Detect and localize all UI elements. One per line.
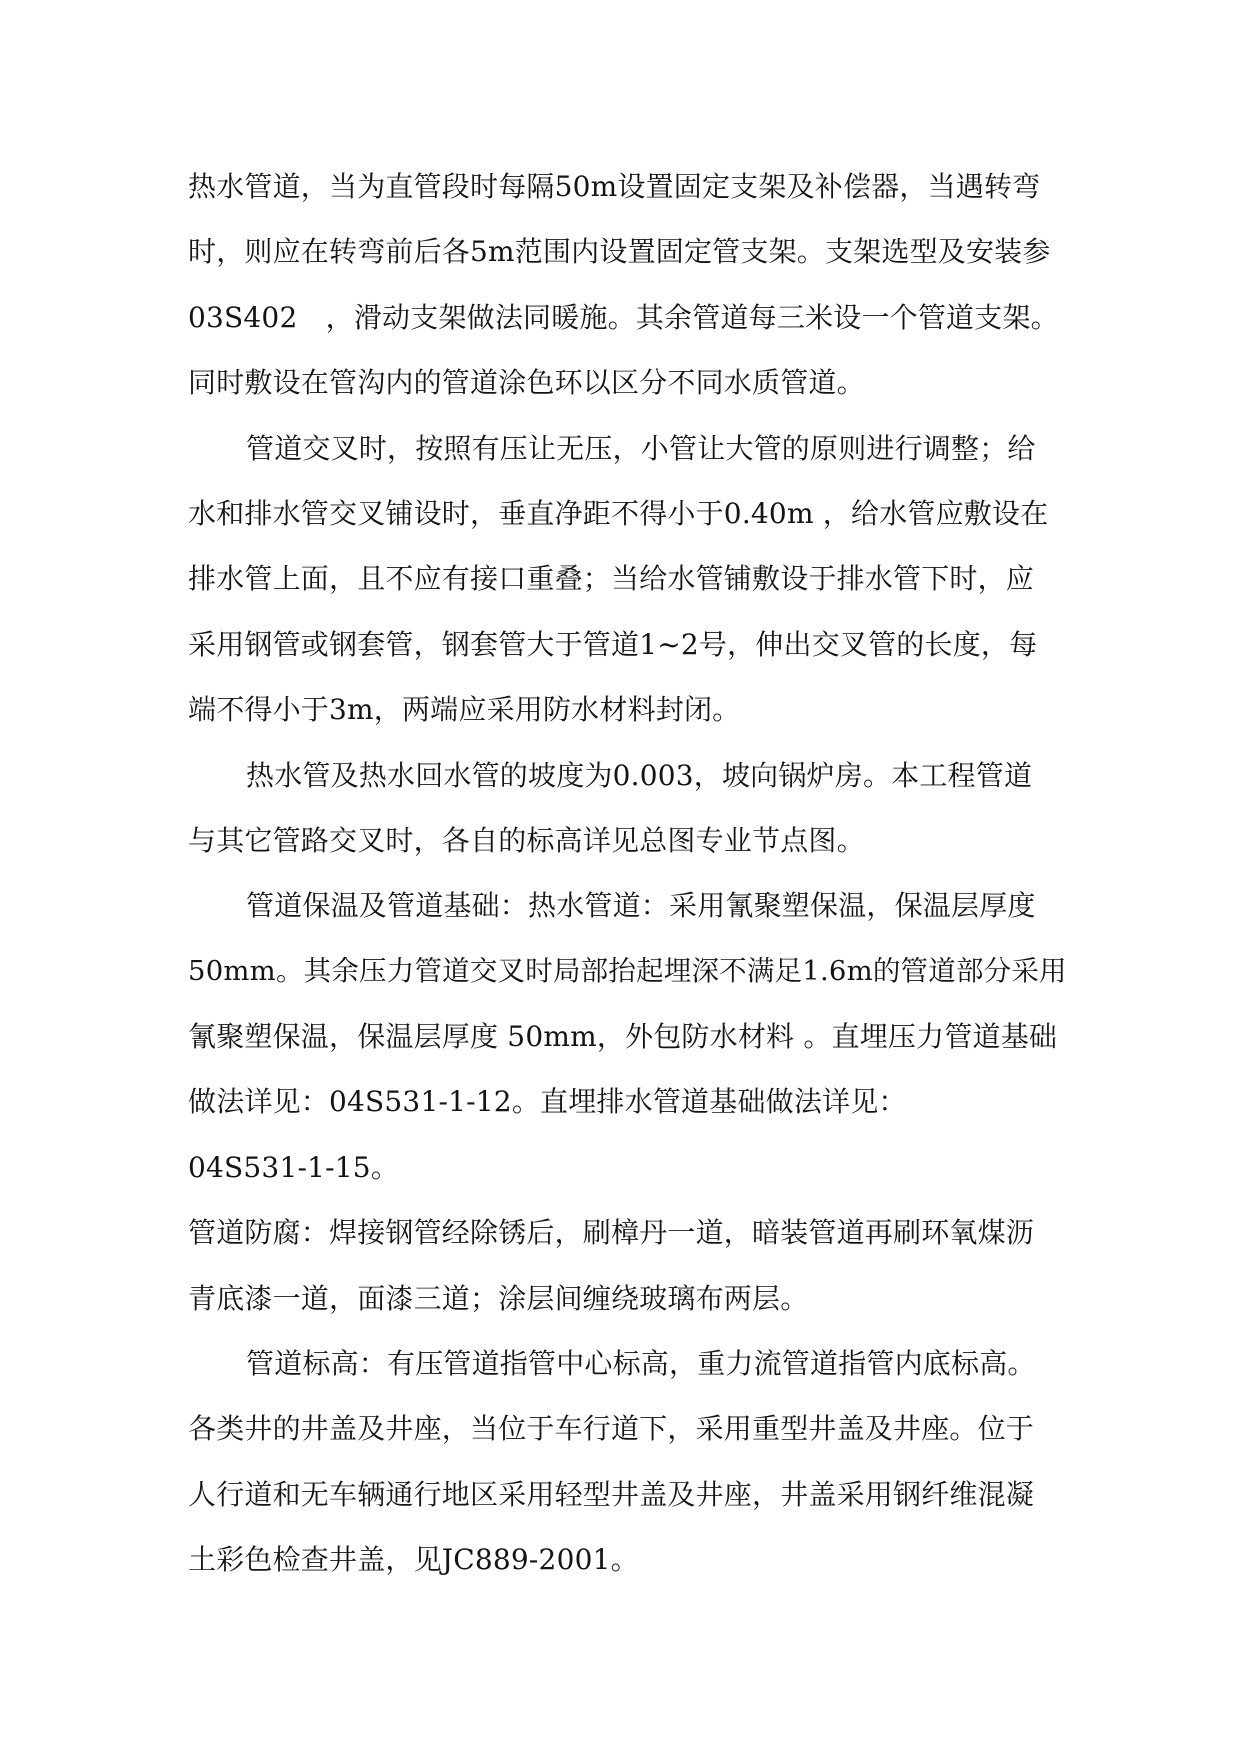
text-line: 人行道和无车辆通行地区采用轻型井盖及井座，井盖采用钢纤维混凝 <box>188 1477 1035 1511</box>
text-line: 管道防腐：焊接钢管经除锈后，刷樟丹一道，暗装管道再刷环氧煤沥 <box>188 1216 1035 1250</box>
text-line: 管道交叉时，按照有压让无压，小管让大管的原则进行调整；给 <box>246 431 1036 465</box>
text-line: 热水管道，当为直管段时每隔50m设置固定支架及补偿器，当遇转弯 <box>188 170 1041 203</box>
text-line: 与其它管路交叉时，各自的标高详见总图专业节点图。 <box>188 823 865 857</box>
text-line: 土彩色检查井盖，见JC889-2001。 <box>188 1543 639 1577</box>
text-line: 水和排水管交叉铺设时，垂直净距不得小于0.40m ，给水管应敷设在 <box>188 496 1049 530</box>
text-line: 管道保温及管道基础：热水管道：采用氰聚塑保温，保温层厚度 <box>246 889 1036 923</box>
text-line: 50mm。其余压力管道交叉时局部抬起埋深不满足1.6m的管道部分采用 <box>188 954 1067 987</box>
text-line: 青底漆一道，面漆三道；涂层间缠绕玻璃布两层。 <box>188 1281 809 1315</box>
text-line: 时，则应在转弯前后各5m范围内设置固定管支架。支架选型及安装参 <box>188 235 1051 269</box>
text-line: 端不得小于3m，两端应采用防水材料封闭。 <box>188 693 741 727</box>
text-line: 管道标高：有压管道指管中心标高，重力流管道指管内底标高。 <box>246 1347 1036 1381</box>
body-text <box>188 154 1068 1593</box>
text-line: 排水管上面，且不应有接口重叠；当给水管铺敷设于排水管下时，应 <box>188 562 1035 596</box>
text-line: 04S531-1-15。 <box>188 1150 400 1184</box>
text-line: 各类井的井盖及井座，当位于车行道下，采用重型井盖及井座。位于 <box>188 1412 1035 1446</box>
text-line: 做法详见：04S531-1-12。直埋排水管道基础做法详见： <box>188 1085 907 1119</box>
text-line: 氰聚塑保温，保温层厚度 50mm，外包防水材料 。直埋压力管道基础 <box>188 1020 1058 1054</box>
text-line: 同时敷设在管沟内的管道涂色环以区分不同水质管道。 <box>188 366 865 400</box>
text-line: 采用钢管或钢套管，钢套管大于管道1~2号，伸出交叉管的长度，每 <box>188 627 1038 661</box>
text-line: 热水管及热水回水管的坡度为0.003，坡向锅炉房。本工程管道 <box>246 758 1033 792</box>
text-line: 03S402 ，滑动支架做法同暖施。其余管道每三米设一个管道支架。 <box>188 300 1059 334</box>
